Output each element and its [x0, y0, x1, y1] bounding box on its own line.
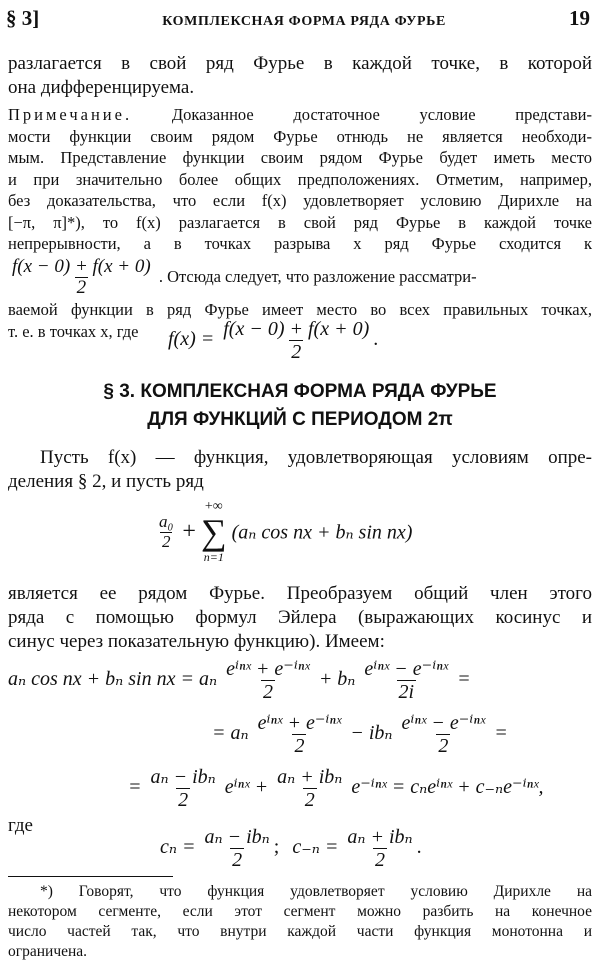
formula-fraction [275, 766, 344, 811]
fraction-denominator: 2 [304, 789, 315, 811]
fraction-numerator: eⁱⁿˣ − e⁻ⁱⁿˣ [364, 658, 449, 680]
fraction-denominator: 2 [294, 735, 305, 757]
remark-line: ваемой функции в ряд Фурье имеет место во всех правильных точках, [8, 300, 592, 320]
body-line: деления § 2, и пусть ряд [8, 471, 204, 492]
page-header [6, 6, 590, 32]
section-heading-line: § 3. КОМПЛЕКСНАЯ ФОРМА РЯДА ФУРЬЕ [103, 381, 497, 402]
body-line: Пусть f(x) — функция, удовлетворяющая условиям опре- [40, 447, 592, 468]
formula-part: = [128, 776, 142, 799]
body-line: является ее рядом Фурье. Преобразуем общий член этого [8, 583, 592, 604]
body-paragraph-1 [8, 446, 592, 494]
remark-line [8, 104, 592, 126]
sigma-symbol: ∑ [200, 512, 227, 552]
formula-part: e⁻ⁱⁿˣ = cₙeⁱⁿˣ + c₋ₙe⁻ⁱⁿˣ, [351, 776, 544, 799]
fraction-numerator: f(x − 0) + f(x + 0) [12, 255, 151, 277]
fraction-denominator: 2 [374, 849, 385, 871]
euler-row-3 [128, 766, 544, 811]
fraction-denominator: 2 [438, 735, 449, 757]
fraction-denominator: 2 [161, 531, 171, 551]
page-number: 19 [568, 6, 590, 30]
remark-line: непрерывности, а в точках разрыва x ряд Фурье сходится к [8, 234, 592, 253]
footnote-divider [8, 876, 173, 877]
coefficient-formula [160, 826, 422, 871]
intro-paragraph [8, 52, 592, 100]
formula-part: = [494, 722, 508, 745]
remark-line: без доказательства, что если f(x) удовлетворяет условию Дирихле на [8, 191, 592, 210]
fraction-numerator: f(x − 0) + f(x + 0) [223, 318, 370, 340]
formula-fraction [224, 658, 312, 703]
remark-text: . Отсюда следует, что разложение рассматри- [158, 266, 477, 286]
plus-sign: + [182, 518, 196, 545]
formula-part: c₋ₙ = [292, 836, 339, 859]
formula-part: aₙ cos nx + bₙ sin nx = aₙ [8, 668, 218, 691]
euler-row-1 [8, 658, 471, 703]
footnote-line: некотором сегменте, если этот сегмент можно разбить на конечное [8, 903, 592, 920]
fraction-denominator: 2 [178, 789, 189, 811]
remark-line: мости функции своим рядом Фурье отнюдь не является необходи- [8, 126, 592, 146]
sum-lower-limit: n=1 [203, 550, 224, 564]
intro-line: она дифференцируема. [8, 77, 195, 98]
remark-label: Примечание. [8, 105, 133, 124]
intro-line: разлагается в свой ряд Фурье в каждой точке, в которой [8, 53, 592, 74]
header-section: § 3] [6, 6, 40, 30]
footnote-line: *) Говорят, что функция удовлетворяет условию Дирихле на [40, 883, 592, 900]
fraction-numerator: aₙ + ibₙ [347, 826, 413, 848]
remark-line: мым. Представление функции своим рядом Фурье будет иметь место [8, 148, 592, 167]
a0-over-2 [157, 513, 175, 551]
remark-paragraph [8, 104, 592, 342]
jump-average-fraction [10, 257, 153, 300]
remark-fraction-line [8, 257, 592, 300]
formula-fraction [345, 826, 414, 871]
remark-line: и при значительно более общих предположениях. Отметим, например, [8, 169, 592, 189]
section-heading-line: ДЛЯ ФУНКЦИЙ С ПЕРИОДОМ 2π [147, 409, 453, 430]
formula-fraction [221, 318, 371, 363]
body-line: синус через показательную функцию). Имеем: [8, 631, 385, 652]
formula-part: ; [273, 836, 280, 859]
formula-lhs: f(x) = [168, 328, 215, 351]
formula-part: − ibₙ [350, 722, 393, 745]
fraction-denominator: 2 [76, 277, 87, 299]
formula-part: + bₙ [318, 668, 356, 691]
fraction-denominator: 2 [291, 341, 302, 363]
formula-part: . [416, 836, 422, 859]
formula-part: cₙ = [160, 836, 196, 859]
remark-line: [−π, π]*), то f(x) разлагается в свой ряд Фурье в каждой точке [8, 212, 592, 232]
fraction-denominator: 2 [262, 681, 273, 703]
sum-upper-limit: +∞ [204, 499, 223, 514]
formula-fraction [202, 826, 271, 871]
remark-line: т. е. в точках x, где [8, 321, 139, 341]
footnote [8, 882, 592, 962]
footnote-line: число частей так, что внутри каждой части функция монотонна и [8, 923, 592, 940]
fraction-numerator: aₙ − ibₙ [204, 826, 270, 848]
fraction-numerator: aₙ + ibₙ [277, 766, 343, 788]
where-text: где [8, 815, 33, 836]
formula-part: = [457, 668, 471, 691]
euler-row-2 [212, 712, 508, 757]
series-term: (aₙ cos nx + bₙ sin nx) [231, 521, 413, 544]
summation [201, 500, 227, 564]
regular-point-formula: f(x) = $\frac{f(x - 0) + f(x + 0)}{2}$ . [168, 318, 379, 363]
section-heading [0, 378, 600, 434]
fraction-numerator: a₀ [159, 511, 174, 531]
fraction-numerator: eⁱⁿˣ + e⁻ⁱⁿˣ [257, 712, 342, 734]
formula-part: = aₙ [212, 722, 249, 745]
formula-fraction [256, 712, 344, 757]
formula-fraction [149, 766, 218, 811]
fourier-series-formula [155, 500, 412, 578]
body-paragraph-2 [8, 582, 592, 654]
formula-fraction [400, 712, 488, 757]
fraction-numerator: eⁱⁿˣ + e⁻ⁱⁿˣ [226, 658, 310, 680]
body-line: ряда с помощью формул Эйлера (выражающих косинус и [8, 607, 592, 628]
remark-text: Доказанное достаточное условие представи- [171, 105, 592, 124]
footnote-line: ограничена. [8, 943, 88, 960]
formula-fraction [362, 658, 450, 703]
formula-part: eⁱⁿˣ + [224, 776, 269, 799]
fraction-denominator: 2 [232, 849, 243, 871]
header-title: КОМПЛЕКСНАЯ ФОРМА РЯДА ФУРЬЕ [162, 14, 446, 29]
fraction-numerator: aₙ − ibₙ [150, 766, 216, 788]
fraction-denominator: 2i [398, 681, 415, 703]
fraction-numerator: eⁱⁿˣ − e⁻ⁱⁿˣ [401, 712, 486, 734]
